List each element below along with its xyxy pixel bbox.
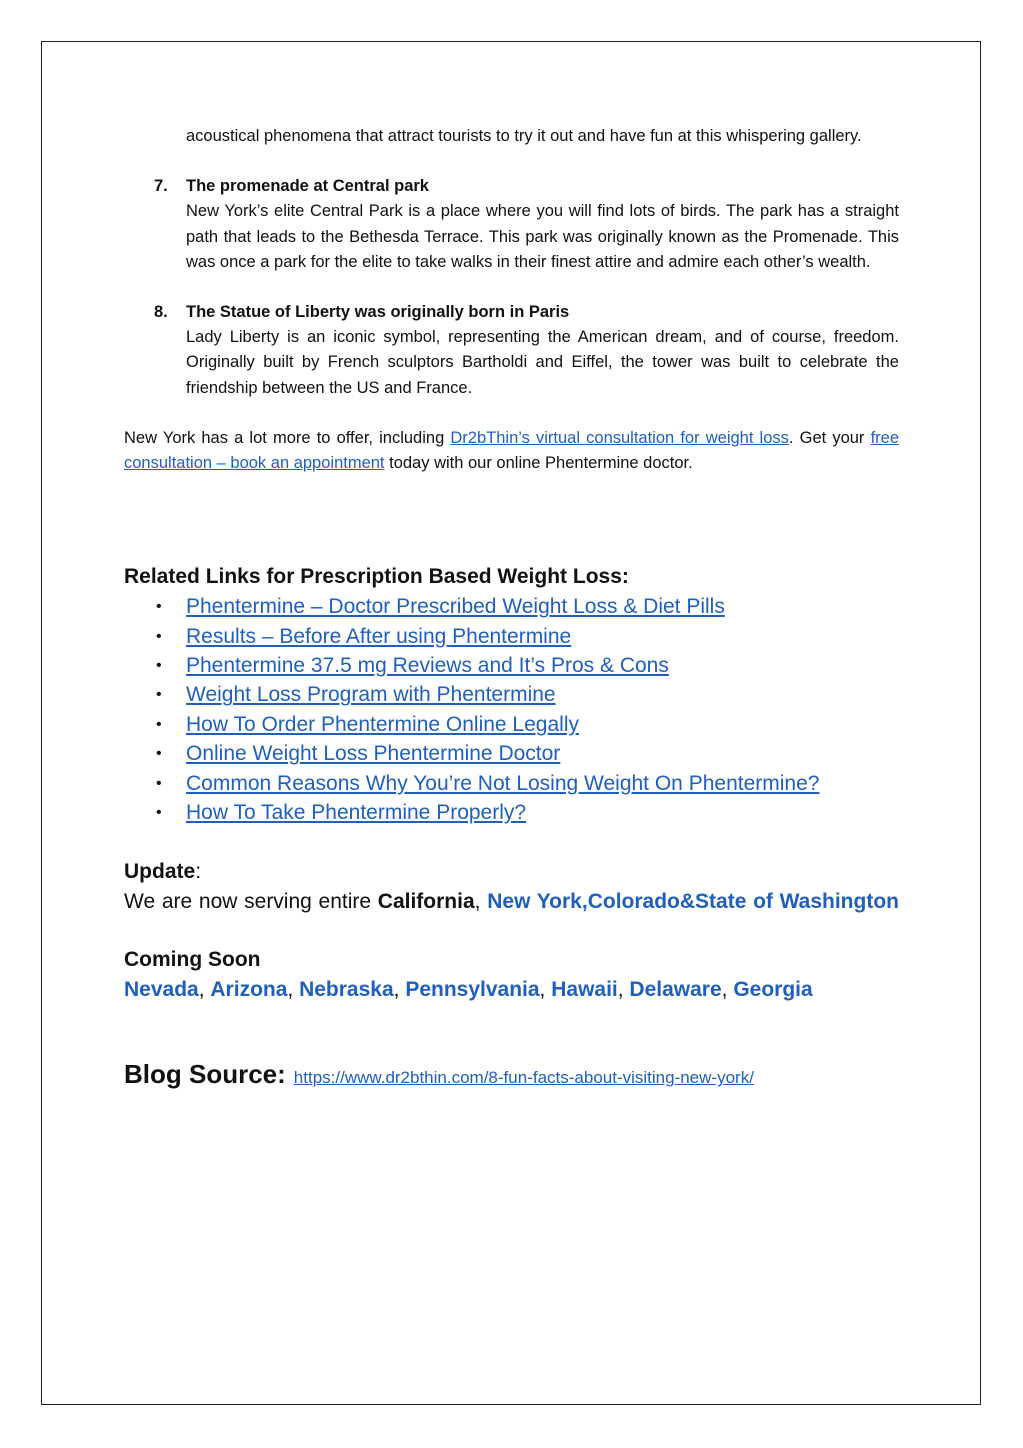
item-number: 8. (154, 303, 168, 322)
list-item (124, 710, 899, 739)
list-item (124, 739, 899, 768)
item-number: 7. (154, 177, 168, 196)
document-content (124, 124, 899, 1091)
update-text (124, 887, 899, 917)
coming-soon-section (124, 945, 899, 1005)
virtual-consultation-link[interactable]: Dr2bThin’s virtual consultation for weight loss (450, 428, 789, 447)
related-link-results[interactable]: Results – Before After using Phentermine (186, 624, 572, 648)
state-california: California (377, 890, 475, 914)
state-delaware: Delaware (629, 978, 722, 1002)
blog-source (124, 1057, 899, 1091)
item-title: The Statue of Liberty was originally born in Paris (186, 303, 570, 322)
related-link-reviews[interactable]: Phentermine 37.5 mg Reviews and It’s Pros & Cons (186, 654, 669, 678)
related-links-heading: Related Links for Prescription Based Weight Loss: (124, 565, 629, 589)
list-item (124, 622, 899, 651)
list-item-8 (124, 300, 899, 401)
closing-text: today with our online Phentermine doctor. (384, 454, 693, 473)
related-link-common-reasons[interactable]: Common Reasons Why You’re Not Losing Weight On Phentermine? (186, 771, 820, 795)
state-arizona: Arizona (210, 978, 288, 1002)
blog-source-label: Blog Source: (124, 1059, 286, 1090)
update-prefix: We are now serving entire (124, 890, 378, 914)
state-separator: , (721, 978, 734, 1002)
served-states: New York,Colorado&State of Washington (487, 890, 899, 914)
closing-paragraph (124, 426, 899, 476)
closing-text: New York has a lot more to offer, including (124, 428, 451, 447)
state-georgia: Georgia (733, 978, 813, 1002)
item-body: Lady Liberty is an iconic symbol, representing the American dream, and of course, freedom. Originally built by French sculptors Bartholdi and Eiffel, the tower was built to celebrate the friendship between the US and France. (186, 328, 899, 397)
update-separator: , (474, 890, 488, 914)
related-link-order-online[interactable]: How To Order Phentermine Online Legally (186, 712, 579, 736)
state-separator: , (393, 978, 406, 1002)
update-label: Update (124, 860, 196, 884)
item-title: The promenade at Central park (186, 177, 429, 196)
state-nevada: Nevada (124, 978, 199, 1002)
state-pennsylvania: Pennsylvania (405, 978, 540, 1002)
update-colon: : (195, 860, 202, 884)
list-item (124, 592, 899, 621)
closing-text: . Get your (788, 428, 871, 447)
state-nebraska: Nebraska (299, 978, 394, 1002)
state-separator: , (539, 978, 552, 1002)
list-item (124, 651, 899, 680)
list-item (124, 769, 899, 798)
related-link-phentermine-doctor-prescribed[interactable]: Phentermine – Doctor Prescribed Weight Loss & Diet Pills (186, 595, 725, 619)
state-hawaii: Hawaii (551, 978, 618, 1002)
intro-continuation: acoustical phenomena that attract tourists to try it out and have fun at this whispering gallery. (186, 127, 862, 145)
blog-source-link[interactable]: https://www.dr2bthin.com/8-fun-facts-about-visiting-new-york/ (293, 1068, 754, 1088)
list-item-7 (124, 174, 899, 275)
coming-soon-states (124, 975, 899, 1005)
update-heading (124, 857, 899, 887)
state-separator: , (287, 978, 300, 1002)
book-appointment-link[interactable]: free consultation – book an appointment (124, 428, 899, 473)
update-section (124, 857, 899, 917)
item-body: New York’s elite Central Park is a place where you will find lots of birds. The park has a straight path that leads to the Bethesda Terrace. This park was originally known as the Promenade. This was once a park for the elite to take walks in their finest attire and admire each other’s wealth. (186, 202, 899, 271)
state-separator: , (617, 978, 630, 1002)
list-item (124, 680, 899, 709)
related-links-list (124, 592, 899, 827)
list-item (124, 798, 899, 827)
coming-soon-heading: Coming Soon (124, 948, 261, 972)
state-separator: , (198, 978, 211, 1002)
related-link-weight-loss-program[interactable]: Weight Loss Program with Phentermine (186, 683, 556, 707)
related-link-take-properly[interactable]: How To Take Phentermine Properly? (186, 801, 527, 825)
related-link-online-doctor[interactable]: Online Weight Loss Phentermine Doctor (186, 742, 561, 766)
